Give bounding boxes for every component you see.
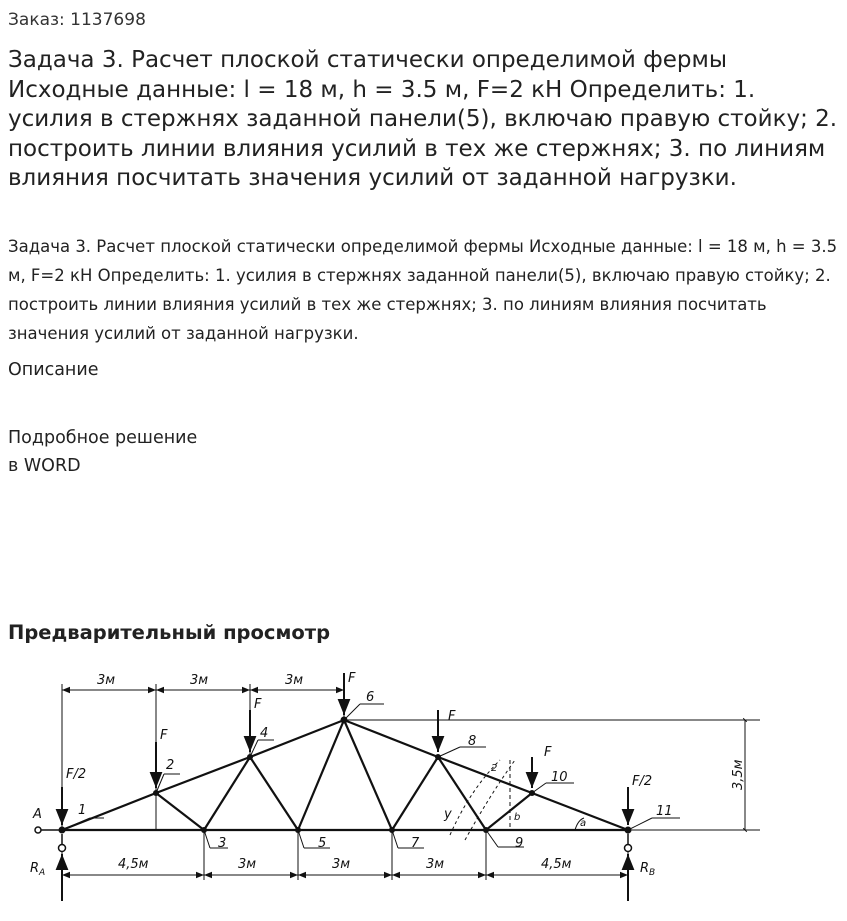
truss-diagram [0,660,847,921]
load-label-8: F [448,709,456,724]
load-label-2: F [160,728,168,743]
bottom-dim-5: 4,5м [541,857,572,872]
angle-label-2: 2 [491,763,498,774]
reaction-B: $R_B$ [640,861,656,878]
order-number: Заказ: 1137698 [8,10,146,30]
solution-line-1: Подробное решение [8,428,198,448]
node-label-6: 6 [366,690,375,705]
task-title: Задача 3. Расчет плоской статически определимой фермы Исходные данные: l = 18 м, h = 3.5 м, F=2 кН Определить: 1. усилия в стержнях заданной панели(5), включаю правую стойку; 2. построить линии влияния усилий в тех же стержнях; 3. по линиям влияния посчитать значения усилий от заданной нагрузки. [8,47,838,191]
bottom-dim-3: 3м [332,857,351,872]
node-leaders [62,704,680,848]
node-label-3: 3 [218,836,227,851]
support-label-A: A [33,807,42,822]
truss-joints [59,717,632,834]
bottom-dim-1: 4,5м [118,857,149,872]
top-dim-3: 3м [285,673,304,688]
top-dim-2: 3м [190,673,209,688]
load-label-left-half: F/2 [66,767,87,782]
section-marks [450,760,515,840]
node-label-2: 2 [166,758,175,773]
node-label-10: 10 [551,770,568,785]
description-label: Описание [8,360,99,380]
support-right [625,834,632,852]
load-label-10: F [544,745,552,760]
bottom-dim-4: 3м [426,857,445,872]
load-label-6: F [348,671,356,686]
angle-label-y: y [444,807,452,822]
height-dim: 3,5м [731,759,746,790]
support-left [35,827,66,852]
node-label-7: 7 [411,836,420,851]
node-label-11: 11 [656,804,673,819]
angle-label-a: a [580,818,587,829]
solution-info [8,424,197,480]
node-label-9: 9 [515,836,524,851]
angle-label-b: b [514,812,521,823]
reaction-A: $R_A$ [30,861,46,878]
bottom-dim-2: 3м [238,857,257,872]
node-label-8: 8 [468,734,477,749]
top-dim-1: 3м [97,673,116,688]
node-label-5: 5 [318,836,327,851]
preview-heading: Предварительный просмотр [8,621,331,644]
node-label-1: 1 [78,803,87,818]
load-label-right-half: F/2 [632,774,653,789]
task-description: Задача 3. Расчет плоской статически определимой фермы Исходные данные: l = 18 м, h = 3.5 м, F=2 кН Определить: 1. усилия в стержнях заданной панели(5), включаю правую стойку; 2. построить линии влияния усилий в тех же стержнях; 3. по линиям влияния посчитать значения усилий от заданной нагрузки. [8,237,838,343]
solution-line-2: в WORD [8,456,81,476]
load-label-4: F [254,697,262,712]
node-label-4: 4 [260,726,269,741]
truss-members [62,720,628,830]
